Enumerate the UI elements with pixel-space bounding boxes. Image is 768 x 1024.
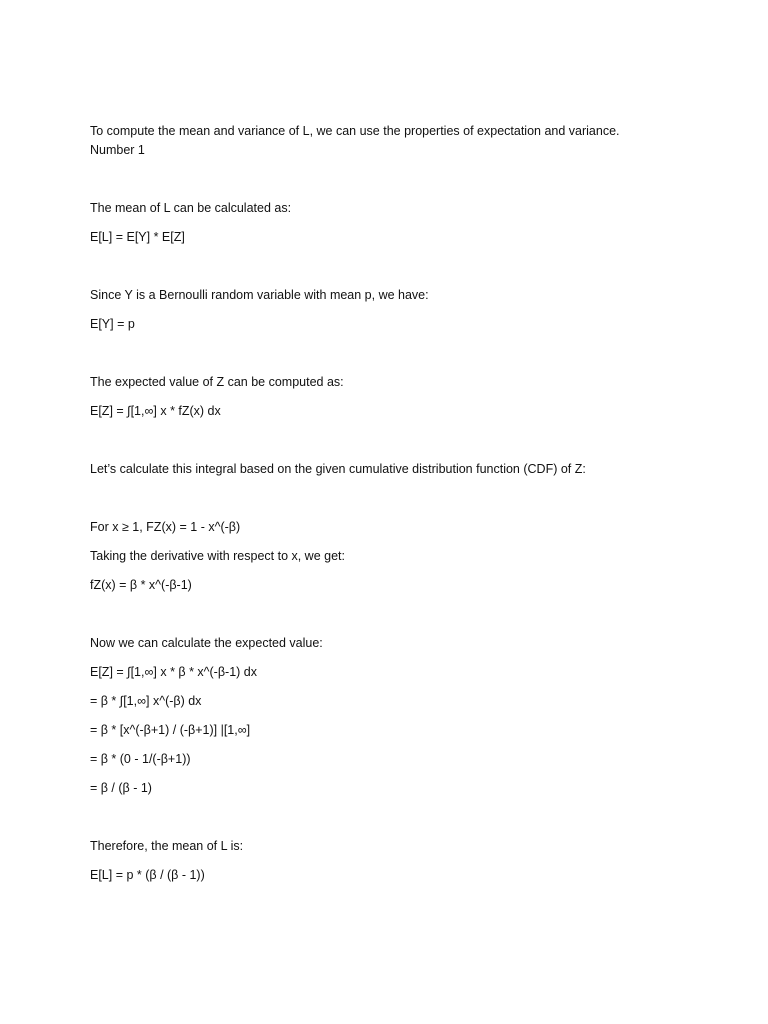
derivation-step-2: = β * ∫[1,∞] x^(-β) dx bbox=[90, 694, 202, 708]
conclusion-text: Therefore, the mean of L is: bbox=[90, 839, 244, 853]
derivation-step-5: = β / (β - 1) bbox=[90, 781, 152, 795]
cdf-intro: Let’s calculate this integral based on the given cumulative distribution function (CDF) of Z: bbox=[90, 462, 586, 476]
derivative-text: Taking the derivative with respect to x, we get: bbox=[90, 549, 345, 563]
derivation-step-3: = β * [x^(-β+1) / (-β+1)] |[1,∞] bbox=[90, 723, 251, 737]
ey-formula: E[Y] = p bbox=[90, 317, 135, 331]
cdf-formula: For x ≥ 1, FZ(x) = 1 - x^(-β) bbox=[90, 520, 241, 534]
intro-line: To compute the mean and variance of L, we can use the properties of expectation and variance. bbox=[90, 124, 620, 138]
derivation-step-4: = β * (0 - 1/(-β+1)) bbox=[90, 752, 191, 766]
final-mean-formula: E[L] = p * (β / (β - 1)) bbox=[90, 868, 205, 882]
mean-heading: The mean of L can be calculated as: bbox=[90, 201, 292, 215]
bernoulli-text: Since Y is a Bernoulli random variable with mean p, we have: bbox=[90, 288, 429, 302]
expected-value-heading: Now we can calculate the expected value: bbox=[90, 636, 323, 650]
section-number: Number 1 bbox=[90, 143, 145, 157]
ez-heading: The expected value of Z can be computed as: bbox=[90, 375, 344, 389]
pdf-formula: fZ(x) = β * x^(-β-1) bbox=[90, 578, 192, 592]
mean-formula: E[L] = E[Y] * E[Z] bbox=[90, 230, 185, 244]
derivation-step-1: E[Z] = ∫[1,∞] x * β * x^(-β-1) dx bbox=[90, 665, 257, 679]
ez-integral: E[Z] = ∫[1,∞] x * fZ(x) dx bbox=[90, 404, 221, 418]
